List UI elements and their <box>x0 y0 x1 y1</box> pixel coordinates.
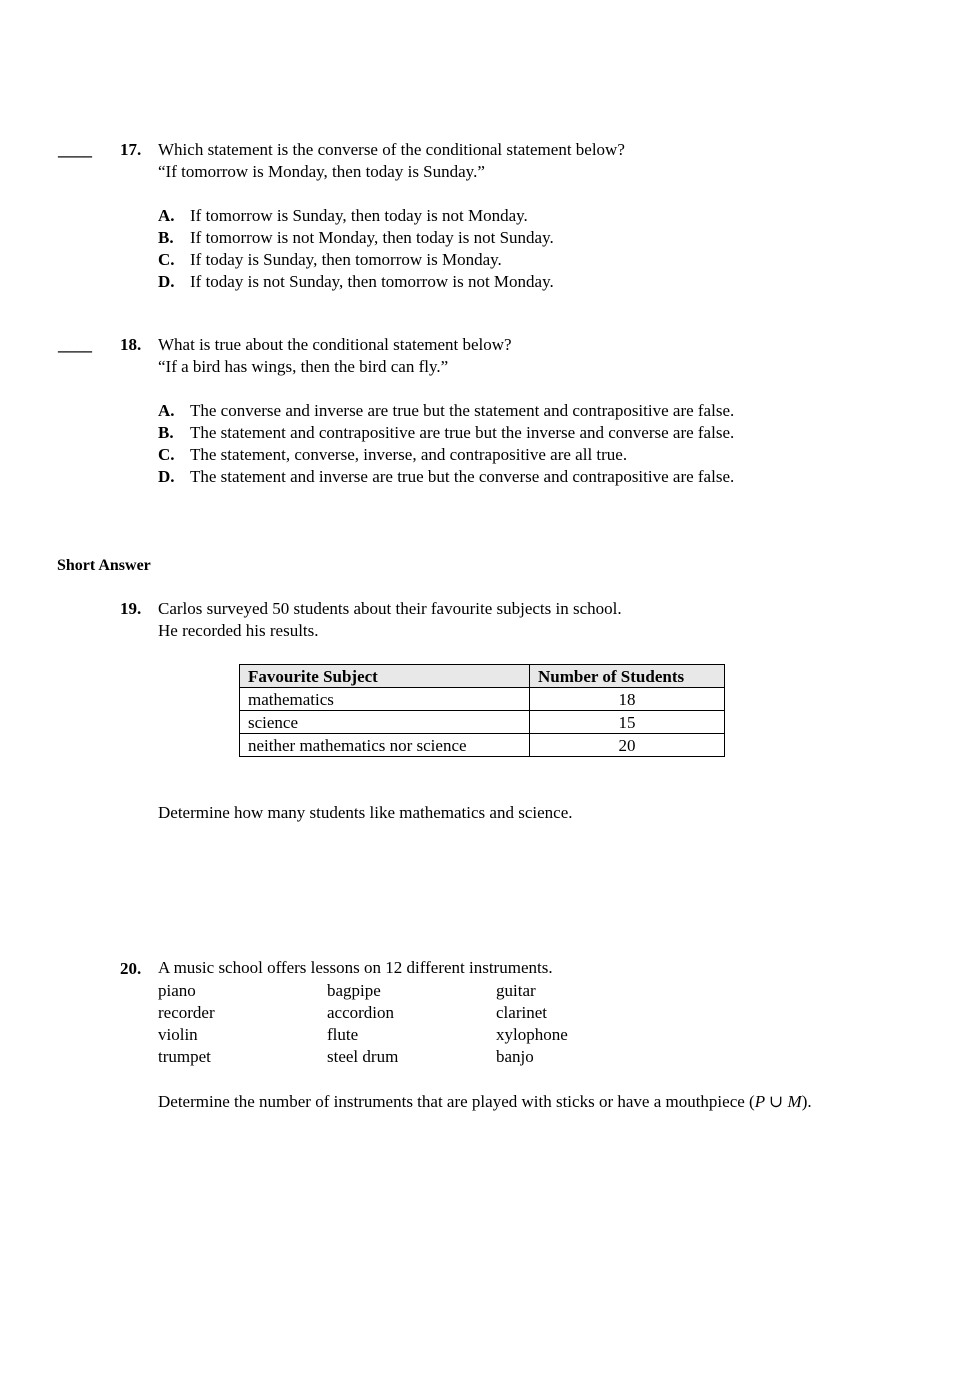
table-cell: neither mathematics nor science <box>240 734 530 757</box>
choice-letter: A. <box>158 401 175 420</box>
prompt-text: Determine the number of instruments that are played with sticks or have a mouthpiece ( <box>158 1092 755 1111</box>
table-cell: science <box>240 711 530 734</box>
choice-17-a[interactable] <box>158 205 554 227</box>
list-item <box>158 1046 665 1068</box>
stem-line: What is true about the conditional statement below? <box>158 335 512 354</box>
instrument-name: banjo <box>496 1047 534 1066</box>
choice-letter: A. <box>158 206 175 225</box>
choice-text: If tomorrow is not Monday, then today is not Sunday. <box>190 228 554 247</box>
choice-text: The converse and inverse are true but the statement and contrapositive are false. <box>190 401 735 420</box>
table-cell: mathematics <box>240 688 530 711</box>
instrument-name: guitar <box>496 981 536 1000</box>
choice-text: If tomorrow is Sunday, then today is not Monday. <box>190 206 528 225</box>
instrument-name: violin <box>158 1025 198 1044</box>
instrument-name: recorder <box>158 1003 215 1022</box>
question-stem-19 <box>158 598 622 642</box>
choice-17-c[interactable] <box>158 249 554 271</box>
column-header: Favourite Subject <box>240 665 530 688</box>
choice-text: The statement and contrapositive are true but the inverse and converse are false. <box>190 423 735 442</box>
table-cell: 18 <box>530 688 725 711</box>
instrument-name: steel drum <box>327 1047 399 1066</box>
choice-text: If today is not Sunday, then tomorrow is not Monday. <box>190 272 554 291</box>
survey-table <box>239 664 725 757</box>
section-title: Short Answer <box>57 557 151 574</box>
choice-letter: D. <box>158 467 175 486</box>
stem-line: Carlos surveyed 50 students about their favourite subjects in school. <box>158 599 622 618</box>
choices-18 <box>158 400 734 488</box>
stem-line: He recorded his results. <box>158 621 319 640</box>
choice-18-c[interactable] <box>158 444 734 466</box>
choice-text: If today is Sunday, then tomorrow is Monday. <box>190 250 502 269</box>
question-stem-20: A music school offers lessons on 12 different instruments. <box>158 958 553 977</box>
question-number-17: 17. <box>120 140 142 159</box>
question-stem-17 <box>158 139 625 183</box>
instrument-name: trumpet <box>158 1047 211 1066</box>
instrument-name: piano <box>158 981 196 1000</box>
column-header: Number of Students <box>530 665 725 688</box>
question-number-20: 20. <box>120 959 142 978</box>
choice-letter: D. <box>158 272 175 291</box>
question-prompt-20 <box>158 1092 812 1112</box>
answer-blank-17[interactable]: ____ <box>58 140 92 159</box>
question-number-18: 18. <box>120 335 142 354</box>
instrument-name: accordion <box>327 1003 395 1022</box>
choice-letter: B. <box>158 423 174 442</box>
list-item <box>158 1002 665 1024</box>
stem-line: Which statement is the converse of the conditional statement below? <box>158 140 625 159</box>
question-stem-18 <box>158 334 512 378</box>
choice-letter: C. <box>158 250 175 269</box>
choice-18-d[interactable] <box>158 466 734 488</box>
choice-letter: B. <box>158 228 174 247</box>
question-prompt-19: Determine how many students like mathematics and science. <box>158 803 573 822</box>
question-number-19: 19. <box>120 599 142 618</box>
choice-18-a[interactable] <box>158 400 734 422</box>
choice-text: The statement and inverse are true but the converse and contrapositive are false. <box>190 467 735 486</box>
table-cell: 20 <box>530 734 725 757</box>
instrument-name: xylophone <box>496 1025 568 1044</box>
choices-17 <box>158 205 554 293</box>
table-cell: 15 <box>530 711 725 734</box>
answer-blank-18[interactable]: ____ <box>58 335 92 354</box>
instrument-list <box>158 980 665 1068</box>
prompt-text-end: ). <box>801 1092 812 1111</box>
choice-17-d[interactable] <box>158 271 554 293</box>
choice-letter: C. <box>158 445 175 464</box>
list-item <box>158 1024 665 1046</box>
set-union-expression: P ∪ M <box>754 1092 802 1111</box>
stem-line: “If a bird has wings, then the bird can fly.” <box>158 357 449 376</box>
choice-18-b[interactable] <box>158 422 734 444</box>
choice-text: The statement, converse, inverse, and contrapositive are all true. <box>190 445 628 464</box>
stem-line: “If tomorrow is Monday, then today is Sunday.” <box>158 162 485 181</box>
instrument-name: clarinet <box>496 1003 547 1022</box>
table-header-row <box>240 665 725 688</box>
instrument-name: flute <box>327 1025 359 1044</box>
table-row <box>240 734 725 757</box>
table-row <box>240 711 725 734</box>
list-item <box>158 980 665 1002</box>
choice-17-b[interactable] <box>158 227 554 249</box>
instrument-name: bagpipe <box>327 981 381 1000</box>
table-row <box>240 688 725 711</box>
